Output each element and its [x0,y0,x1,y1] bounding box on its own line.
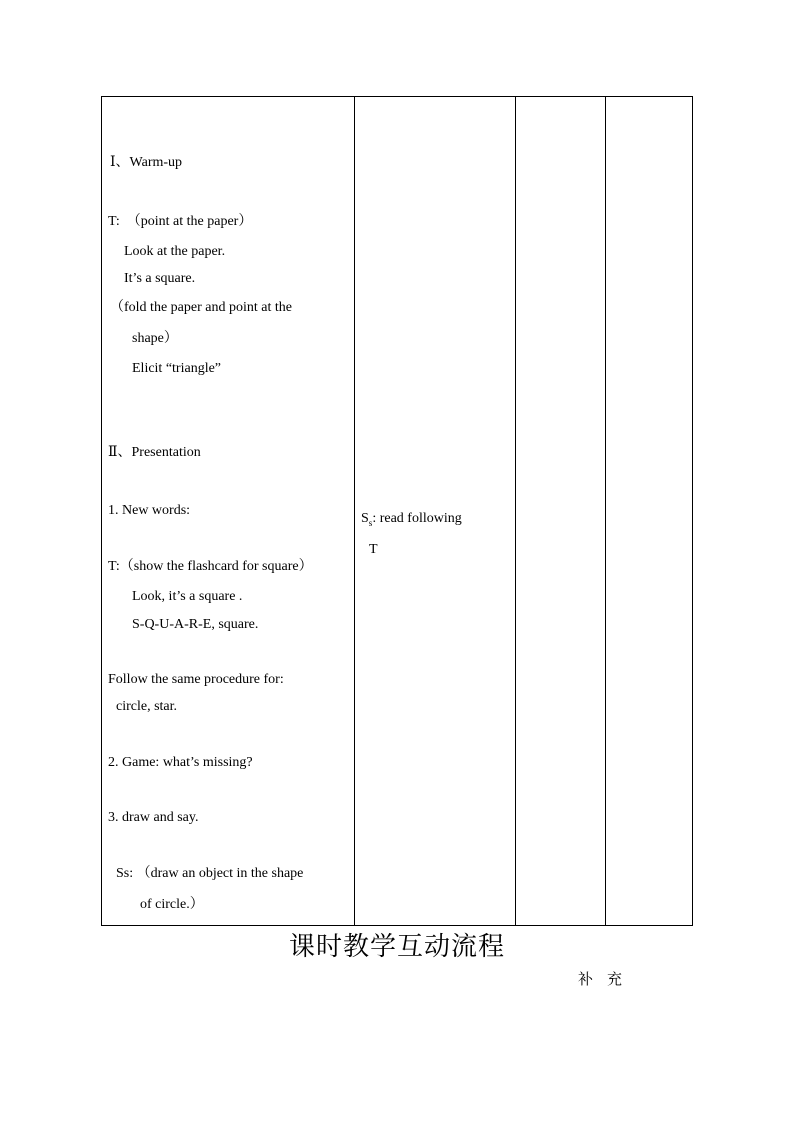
procedure-line: circle, star. [116,699,178,714]
column-divider-1 [354,97,355,925]
procedure-line: Look, it’s a square . [132,589,243,604]
procedure-line: of circle.） [140,897,204,912]
procedure-line: S-Q-U-A-R-E, square. [132,617,259,632]
teacher-label: T [369,542,378,557]
student-label: S [361,511,369,526]
section-presentation-heading: Ⅱ、Presentation [108,445,201,460]
page-title: 课时教学互动流程 [288,932,505,962]
procedure-line: Elicit “triangle” [132,361,222,376]
student-activity-line [361,511,462,531]
student-label-subscript: s [368,517,373,528]
procedure-line: Ss: （draw an object in the shape [116,866,304,881]
column-divider-2 [515,97,516,925]
procedure-line: 1. New words: [108,503,191,518]
procedure-line: 2. Game: what’s missing? [108,755,253,770]
procedure-line: T:（show the flashcard for square） [108,559,313,574]
procedure-line: 3. draw and say. [108,810,199,825]
procedure-line: It’s a square. [124,271,196,286]
procedure-line: （fold the paper and point at the [110,300,292,315]
section-warm-up-heading: Ⅰ、Warm-up [110,155,183,170]
supplement-label: 补充 [578,970,637,988]
procedure-line: shape） [132,331,178,346]
procedure-line: Follow the same procedure for: [108,672,284,687]
procedure-line: Look at the paper. [124,244,226,259]
column-divider-3 [605,97,606,925]
student-activity-text: : read following [372,511,462,526]
procedure-line: T: （point at the paper） [108,214,253,229]
